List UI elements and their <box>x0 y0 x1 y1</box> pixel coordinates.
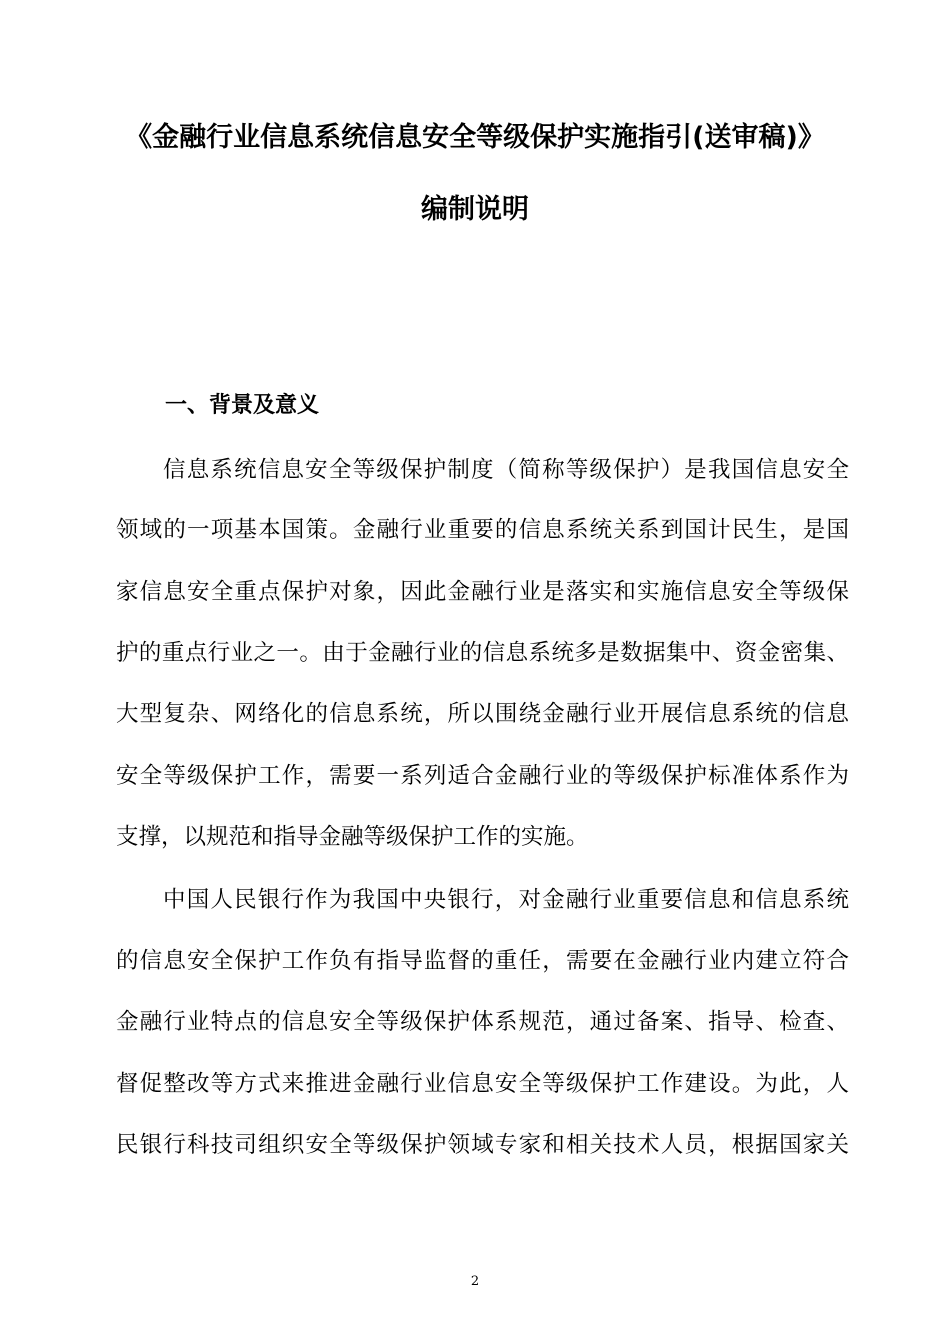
paragraph-line: 的信息安全保护工作负有指导监督的重任，需要在金融行业内建立符合 <box>116 948 849 974</box>
paragraph-line: 中国人民银行作为我国中央银行，对金融行业重要信息和信息系统 <box>163 887 849 913</box>
paragraph-line: 督促整改等方式来推进金融行业信息安全等级保护工作建设。为此，人 <box>116 1071 849 1097</box>
paragraph-line: 领域的一项基本国策。金融行业重要的信息系统关系到国计民生，是国 <box>116 517 849 543</box>
paragraph-line: 信息系统信息安全等级保护制度（简称等级保护）是我国信息安全 <box>163 457 849 483</box>
document-title: 《金融行业信息系统信息安全等级保护实施指引(送审稿)》 <box>125 122 825 153</box>
document-subtitle: 编制说明 <box>421 194 529 225</box>
paragraph-line: 安全等级保护工作，需要一系列适合金融行业的等级保护标准体系作为 <box>116 763 849 789</box>
paragraph-line: 大型复杂、网络化的信息系统，所以围绕金融行业开展信息系统的信息 <box>116 701 849 727</box>
paragraph-line: 民银行科技司组织安全等级保护领域专家和相关技术人员，根据国家关 <box>116 1132 849 1158</box>
paragraph-line: 护的重点行业之一。由于金融行业的信息系统多是数据集中、资金密集、 <box>116 640 849 666</box>
paragraph-line: 金融行业特点的信息安全等级保护体系规范，通过备案、指导、检查、 <box>116 1009 849 1035</box>
section-heading: 一、背景及意义 <box>165 393 320 418</box>
paragraph-line: 支撑，以规范和指导金融等级保护工作的实施。 <box>116 824 589 850</box>
paragraph-line: 家信息安全重点保护对象，因此金融行业是落实和实施信息安全等级保 <box>116 579 849 605</box>
page-number: 2 <box>470 1274 480 1289</box>
